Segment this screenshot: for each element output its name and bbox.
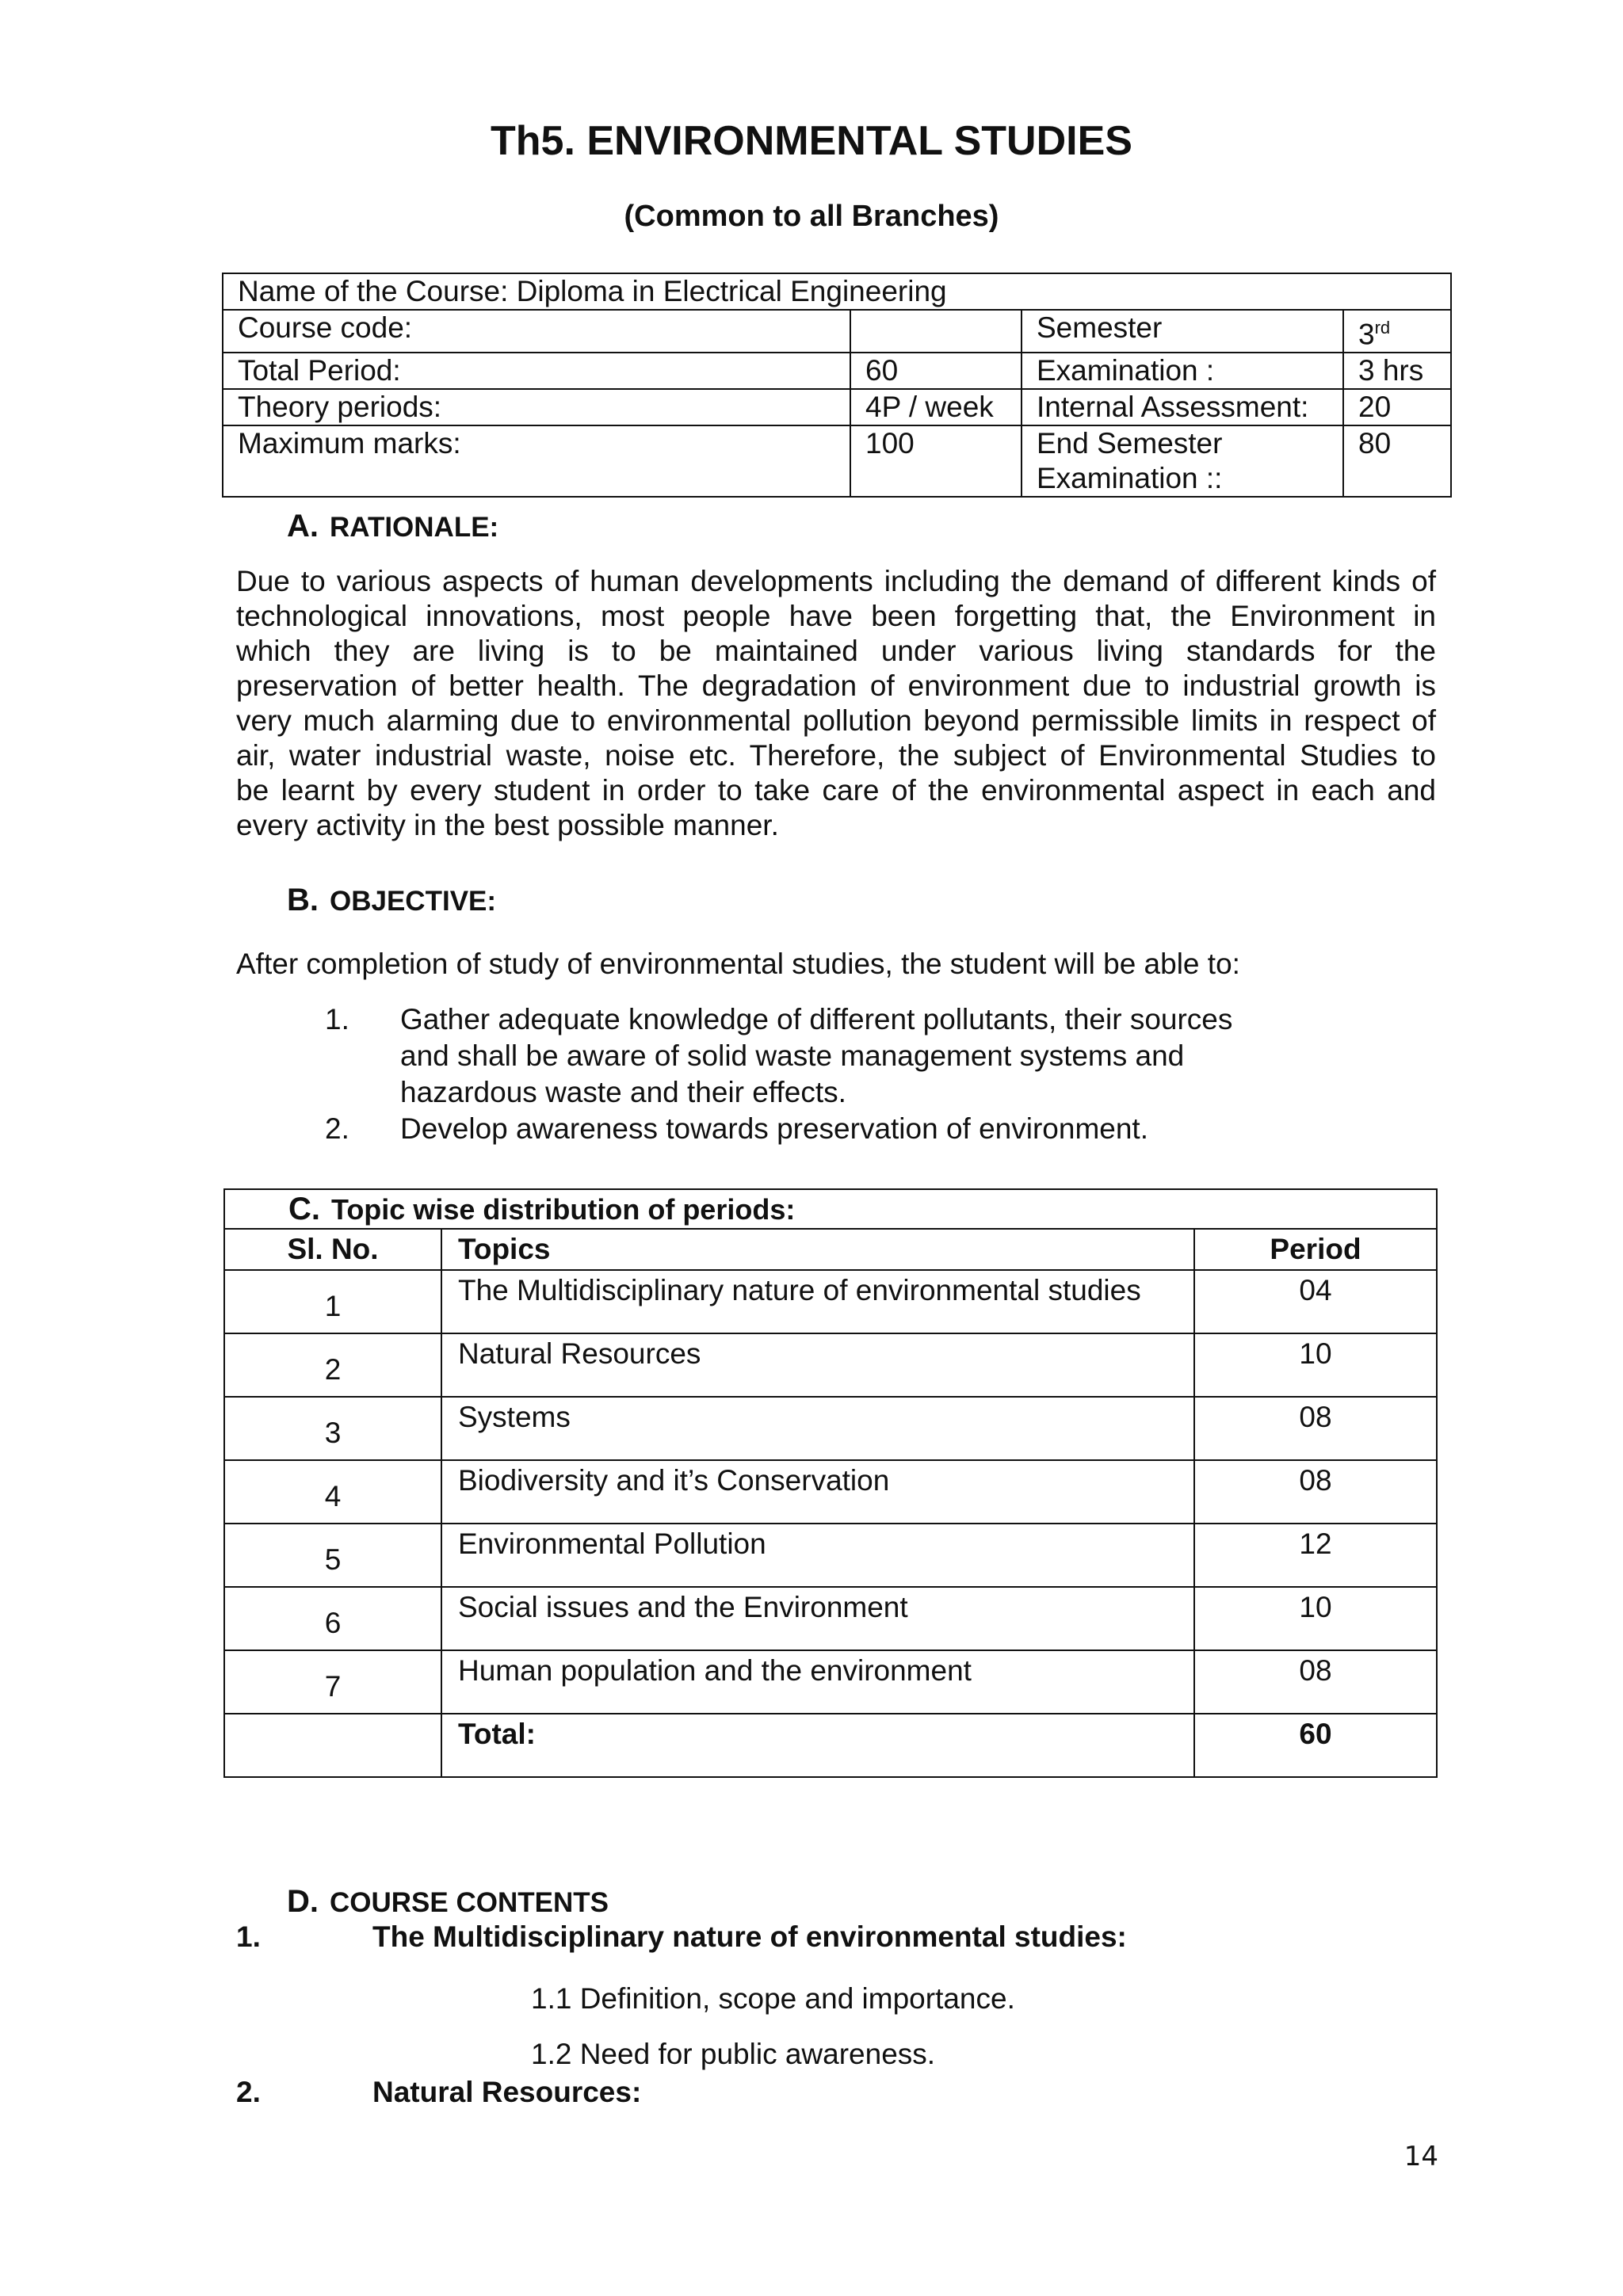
row-sl-cell [224, 1270, 441, 1333]
row-sl-cell [224, 1460, 441, 1524]
end-semester-value: 80 [1343, 425, 1451, 497]
maximum-marks-row [223, 425, 1451, 497]
row-topic: Social issues and the Environment [458, 1591, 908, 1623]
header-period: Period [1194, 1229, 1437, 1270]
course-name-row [223, 273, 1451, 310]
table-row [224, 1397, 1437, 1460]
course-code-label: Course code: [223, 310, 850, 353]
table-row [224, 1333, 1437, 1397]
row-topic: Systems [458, 1401, 571, 1433]
row-period: 10 [1299, 1337, 1332, 1370]
header-topics: Topics [441, 1229, 1194, 1270]
row-topic-cell [441, 1650, 1194, 1714]
row-period-cell [1194, 1524, 1437, 1587]
examination-label: Examination : [1022, 353, 1343, 389]
rationale-line: which they are living is to be maintained under various living standards for the [236, 635, 1436, 667]
course-contents-letter: D. [287, 1884, 319, 1919]
rationale-letter: A. [287, 509, 319, 543]
total-value-cell [1194, 1714, 1437, 1777]
row-sl: 2 [324, 1353, 342, 1386]
maximum-marks-label: Maximum marks: [223, 425, 850, 497]
topics-header-row [224, 1229, 1437, 1270]
unit-title: Natural Resources: [372, 2076, 642, 2108]
row-topic: The Multidisciplinary nature of environmental studies [458, 1274, 1141, 1306]
rationale-line: air, water industrial waste, noise etc. Therefore, the subject of Environmental Studies to [236, 739, 1436, 772]
row-sl-cell [224, 1650, 441, 1714]
row-sl: 4 [324, 1480, 342, 1512]
course-code-value [850, 310, 1022, 353]
objective-intro: After completion of study of environmental studies, the student will be able to: [236, 948, 1240, 980]
table-row [224, 1587, 1437, 1650]
row-sl-cell [224, 1333, 441, 1397]
topics-table [223, 1188, 1438, 1778]
internal-assessment-label: Internal Assessment: [1022, 389, 1343, 425]
row-sl-cell [224, 1587, 441, 1650]
course-contents-heading [287, 1884, 609, 1920]
objective-item-line: hazardous waste and their effects. [400, 1076, 846, 1108]
row-topic: Human population and the environment [458, 1654, 972, 1687]
row-period-cell [1194, 1587, 1437, 1650]
objective-item-text [400, 1001, 1351, 1111]
objective-item-number: 1. [325, 1003, 349, 1035]
row-topic: Environmental Pollution [458, 1527, 766, 1560]
total-empty-cell [224, 1714, 441, 1777]
header-sl-no: Sl. No. [224, 1229, 441, 1270]
row-period: 08 [1299, 1654, 1332, 1687]
course-contents-heading-text: COURSE CONTENTS [330, 1887, 609, 1918]
row-topic-cell [441, 1333, 1194, 1397]
row-period: 10 [1299, 1591, 1332, 1623]
row-period-cell [1194, 1270, 1437, 1333]
end-semester-label-line2: Examination :: [1037, 462, 1223, 495]
rationale-heading [287, 509, 498, 544]
internal-assessment-value: 20 [1343, 389, 1451, 425]
objective-item-number: 2. [325, 1112, 349, 1145]
row-topic-cell [441, 1524, 1194, 1587]
row-sl: 3 [324, 1417, 342, 1449]
objective-letter: B. [287, 883, 319, 917]
row-period-cell [1194, 1650, 1437, 1714]
unit-subtopic: 1.2 Need for public awareness. [531, 2038, 936, 2070]
row-topic: Natural Resources [458, 1337, 701, 1370]
total-value: 60 [1299, 1718, 1332, 1750]
rationale-heading-text: RATIONALE: [330, 512, 499, 543]
rationale-line: Due to various aspects of human developments including the demand of different kinds of [236, 565, 1436, 597]
semester-value [1343, 310, 1451, 353]
rationale-paragraph [236, 564, 1436, 843]
row-sl: 1 [324, 1290, 342, 1322]
theory-periods-value: 4P / week [850, 389, 1022, 425]
semester-label: Semester [1022, 310, 1343, 353]
semester-number: 3 [1358, 318, 1375, 351]
topics-caption-text: Topic wise distribution of periods: [331, 1192, 796, 1226]
row-sl: 6 [324, 1607, 342, 1639]
total-period-label: Total Period: [223, 353, 850, 389]
row-period-cell [1194, 1397, 1437, 1460]
unit-title: The Multidisciplinary nature of environmental studies: [372, 1920, 1127, 1953]
theory-periods-row [223, 389, 1451, 425]
rationale-line: every activity in the best possible manner. [236, 809, 779, 841]
page-title: Th5. ENVIRONMENTAL STUDIES [491, 118, 1132, 164]
row-period-cell [1194, 1333, 1437, 1397]
objective-item-line: and shall be aware of solid waste management systems and [400, 1039, 1185, 1072]
table-row [224, 1270, 1437, 1333]
row-topic-cell [441, 1270, 1194, 1333]
page-subtitle: (Common to all Branches) [624, 200, 999, 233]
row-period-cell [1194, 1460, 1437, 1524]
total-row [224, 1714, 1437, 1777]
topics-caption [224, 1189, 1437, 1229]
objective-heading [287, 883, 496, 918]
course-name-cell: Name of the Course: Diploma in Electrical Engineering [223, 273, 1451, 310]
total-period-value: 60 [850, 353, 1022, 389]
course-code-row [223, 310, 1451, 353]
unit-number: 1. [236, 1920, 261, 1953]
end-semester-label-line1: End Semester [1037, 427, 1223, 460]
row-topic-cell [441, 1587, 1194, 1650]
total-label-cell [441, 1714, 1194, 1777]
row-sl-cell [224, 1524, 441, 1587]
objective-item-line: Develop awareness towards preservation of environment. [400, 1112, 1148, 1145]
row-period: 12 [1299, 1527, 1332, 1560]
rationale-line: very much alarming due to environmental pollution beyond permissible limits in respect of [236, 704, 1436, 737]
examination-value: 3 hrs [1343, 353, 1451, 389]
row-topic-cell [441, 1397, 1194, 1460]
row-sl: 7 [324, 1670, 342, 1703]
row-period: 04 [1299, 1274, 1332, 1306]
total-label: Total: [458, 1718, 536, 1750]
rationale-line: technological innovations, most people have been forgetting that, the Environment in [236, 600, 1436, 632]
objective-item-line: Gather adequate knowledge of different pollutants, their sources [400, 1003, 1233, 1035]
theory-periods-label: Theory periods: [223, 389, 850, 425]
row-sl: 5 [324, 1543, 342, 1576]
unit-number: 2. [236, 2076, 261, 2108]
row-period: 08 [1299, 1401, 1332, 1433]
objective-heading-text: OBJECTIVE: [330, 886, 497, 917]
row-sl-cell [224, 1397, 441, 1460]
end-semester-label [1022, 425, 1343, 497]
total-period-row [223, 353, 1451, 389]
topics-letter: C. [288, 1191, 320, 1226]
table-row [224, 1650, 1437, 1714]
rationale-line: be learnt by every student in order to take care of the environmental aspect in each and [236, 774, 1436, 807]
objective-item-text [400, 1111, 1351, 1147]
table-row [224, 1460, 1437, 1524]
rationale-line: preservation of better health. The degradation of environment due to industrial growth is [236, 669, 1436, 702]
maximum-marks-value: 100 [850, 425, 1022, 497]
row-topic-cell [441, 1460, 1194, 1524]
table-row [224, 1524, 1437, 1587]
row-topic: Biodiversity and it’s Conservation [458, 1464, 890, 1497]
topics-caption-row [224, 1189, 1437, 1229]
course-info-table [222, 273, 1452, 498]
unit-subtopic: 1.1 Definition, scope and importance. [531, 1982, 1015, 2015]
row-period: 08 [1299, 1464, 1332, 1497]
page-number: 14 [1403, 2141, 1438, 2172]
semester-suffix: rd [1374, 318, 1391, 338]
